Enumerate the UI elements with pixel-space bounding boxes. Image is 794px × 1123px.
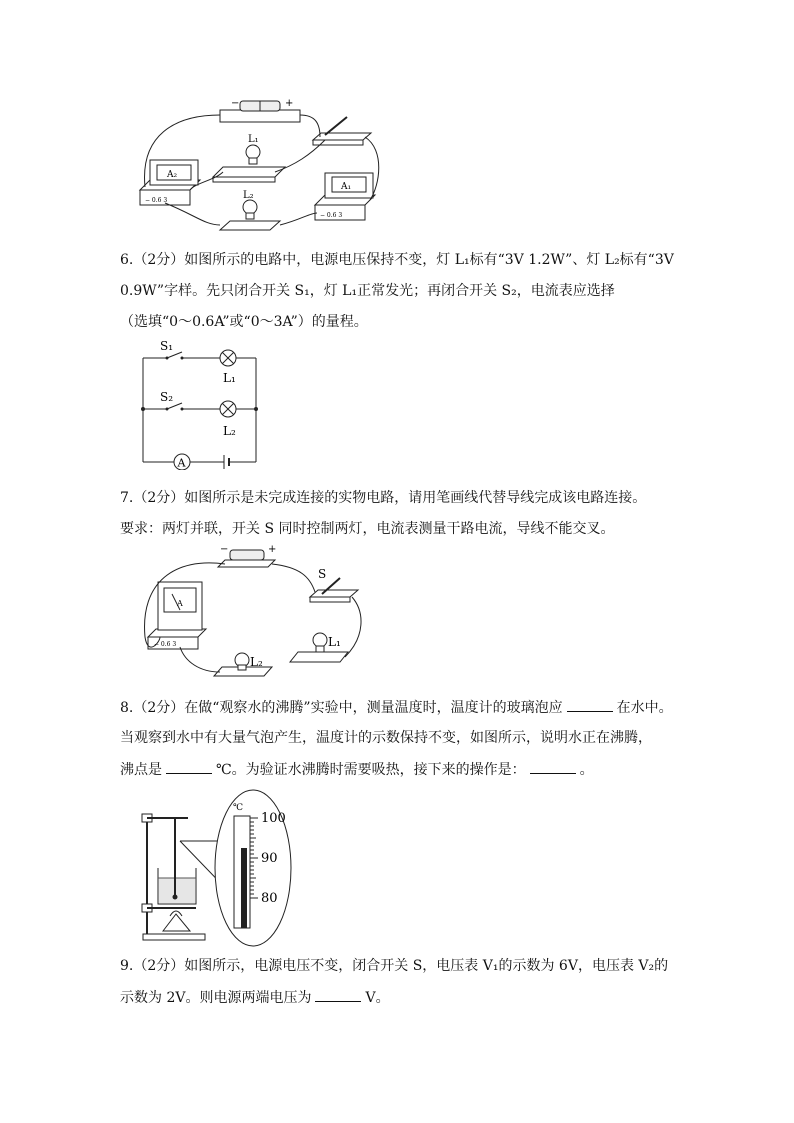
svg-text:− 0.6 3: − 0.6 3 (145, 197, 168, 204)
svg-text:−: − (220, 544, 229, 555)
svg-text:+: + (268, 544, 277, 555)
svg-text:L₂: L₂ (250, 655, 263, 669)
svg-text:S₂: S₂ (160, 390, 174, 404)
svg-text:90: 90 (261, 851, 278, 866)
q8-blank-1[interactable] (567, 697, 613, 712)
figure-q6-circuit-diagram (138, 338, 263, 470)
svg-text:+: + (285, 98, 294, 109)
svg-text:S₁: S₁ (160, 339, 174, 353)
q8-line-1 (120, 697, 690, 718)
q6-line-2: 0.9W”字样。先只闭合开关 S₁，灯 L₁正常发光；再闭合开关 S₂，电流表应选择 (120, 283, 615, 299)
q9-blank[interactable] (315, 987, 361, 1002)
q6-line-1: 6.（2分）如图所示的电路中，电源电压保持不变，灯 L₁标有“3V 1.2W”、灯 L₂标有“3V (120, 252, 674, 268)
q8-line-3-tail: 。 (579, 762, 594, 778)
svg-text:80: 80 (261, 891, 278, 906)
q8-line-3-mid: ℃。为验证水沸腾时需要吸热，接下来的操作是： (216, 762, 526, 778)
q8-blank-2[interactable] (166, 759, 212, 774)
svg-text:L₂: L₂ (243, 190, 254, 201)
svg-text:L₁: L₁ (248, 134, 259, 145)
svg-text:100: 100 (261, 811, 286, 826)
svg-text:L₁: L₁ (223, 371, 236, 385)
q9-line-2-tail: V。 (365, 990, 390, 1006)
figure-q7-physical-circuit (140, 542, 370, 680)
figure-circuit-two-ammeters (135, 95, 395, 235)
q7-line-2: 要求：两灯并联，开关 S 同时控制两灯，电流表测量干路电流，导线不能交叉。 (120, 521, 615, 537)
q9-line-2 (120, 987, 690, 1008)
q8-line-2: 当观察到水中有大量气泡产生，温度计的示数保持不变，如图所示，说明水正在沸腾， (120, 730, 652, 746)
q8-line-3 (120, 759, 690, 780)
svg-text:− 0.6 3: − 0.6 3 (320, 212, 343, 219)
svg-text:− 0.6 3: − 0.6 3 (154, 641, 177, 648)
q8-line-1-text: 8.（2分）在做“观察水的沸腾”实验中，测量温度时，温度计的玻璃泡应 (120, 700, 563, 716)
svg-text:A: A (177, 456, 186, 470)
figure-q8-boiling-water-setup (138, 786, 303, 948)
q6-line-3: （选填“0～0.6A”或“0～3A”）的量程。 (120, 314, 368, 330)
svg-text:S: S (318, 567, 327, 581)
q7-line-1: 7.（2分）如图所示是未完成连接的实物电路，请用笔画线代替导线完成该电路连接。 (120, 490, 647, 506)
svg-text:A₁: A₁ (341, 182, 352, 192)
svg-text:A₂: A₂ (167, 170, 178, 180)
svg-text:A: A (177, 599, 183, 608)
svg-text:−: − (231, 98, 240, 109)
svg-text:℃: ℃ (233, 803, 244, 813)
q9-line-1: 9.（2分）如图所示，电源电压不变，闭合开关 S，电压表 V₁的示数为 6V，电压表 V₂的 (120, 958, 669, 974)
q8-line-1-tail: 在水中。 (616, 700, 673, 716)
svg-text:L₂: L₂ (223, 424, 236, 438)
svg-text:L₁: L₁ (328, 635, 341, 649)
q8-line-3-text: 沸点是 (120, 762, 162, 778)
q9-line-2-text: 示数为 2V。则电源两端电压为 (120, 990, 312, 1006)
q8-blank-3[interactable] (530, 759, 576, 774)
